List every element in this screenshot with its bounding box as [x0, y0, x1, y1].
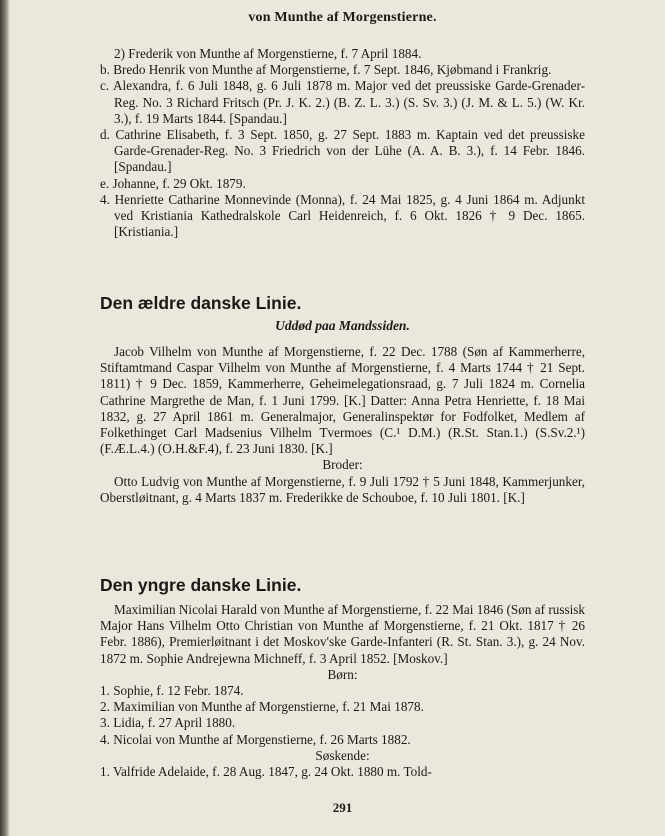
entry-johanne: e. Johanne, f. 29 Okt. 1879.: [100, 175, 246, 191]
entry-cathrine: d. Cathrine Elisabeth, f. 3 Sept. 1850, g. 27 Sept. 1883 m. Kaptain ved det preussiske Garde-Grenader-Reg. No. 3 Friedrich von der Lühe (A. A. B. 3.), f. 14 Febr. 1846. [Spandau.]: [100, 127, 585, 175]
section-subheading-elder: Uddød paa Mandssiden.: [275, 318, 410, 333]
brother-label: Broder:: [322, 457, 363, 473]
book-page: [100, 0, 585, 836]
page-number: 291: [332, 800, 353, 815]
elder-main-paragraph: Jacob Vilhelm von Munthe af Morgenstierne, f. 22 Dec. 1788 (Søn af Kammerherre, Stiftamtmand Caspar Vilhelm von Munthe af Morgenstierne, f. 4 Marts 1744 † 21 Sept. 1811) † 9 Dec. 1859, Kammerherre, Geheimelegationsraad, g. 7 Juli 1824 m. Cornelia Cathrine Margrethe de Man, f. 1 Juni 1799. [K.] Datter: Anna Petra Henriette, f. 18 Mai 1832, g. 27 April 1861 m. Generalmajor, Generalinspektør for Fodfolket, Medlem af Folkethinget Carl Madsenius Vilhelm Tvermoes (C.¹ D.M.) (R.St. Stan.1.) (S.Sv.2.¹) (F.Æ.L.4.) (O.H.&F.4), f. 23 Juni 1830. [K.]: [100, 344, 585, 457]
page-edge-shadow: [0, 0, 10, 836]
section-heading-elder: Den ældre danske Linie.: [100, 293, 302, 313]
siblings-label: Søskende:: [315, 747, 370, 763]
entry-frederik: 2) Frederik von Munthe af Morgenstierne, f. 7 April 1884.: [114, 46, 422, 61]
younger-main-paragraph: Maximilian Nicolai Harald von Munthe af Morgenstierne, f. 22 Mai 1846 (Søn af russisk Major Hans Vilhelm Otto Christian von Munthe af Morgenstierne, f. 21 Okt. 1817 † 26 Febr. 1886), Premierløitnant i det Moskov'ske Garde-Infanteri (R. St. Stan. 3.), g. 24 Nov. 1872 m. Sophie Andrejewna Michneff, f. 3 April 1852. [Moskov.]: [100, 602, 585, 666]
child-nicolai: 4. Nicolai von Munthe af Morgenstierne, f. 26 Marts 1882.: [100, 731, 411, 747]
entry-henriette: 4. Henriette Catharine Monnevinde (Monna), f. 24 Mai 1825, g. 4 Juni 1864 m. Adjunkt ved Kristiania Kathedralskole Carl Heidenreich, f. 6 Okt. 1826 † 9 Dec. 1865. [Kristiania.]: [100, 191, 585, 240]
child-maximilian: 2. Maximilian von Munthe af Morgenstierne, f. 21 Mai 1878.: [100, 699, 424, 715]
children-label: Børn:: [327, 666, 358, 682]
sibling-valfride: 1. Valfride Adelaide, f. 28 Aug. 1847, g. 24 Okt. 1880 m. Told-: [100, 764, 432, 780]
entry-alexandra: c. Alexandra, f. 6 Juli 1848, g. 6 Juli 1878 m. Major ved det preussiske Garde-Grenader-Reg. No. 3 Richard Fritsch (Pr. J. K. 2.) (B. Z. L. 3.) (S. Sv. 3.) (J. M. & L. 5.) (W. Kr. 3.), f. 19 Marts 1844. [Spandau.]: [100, 78, 585, 126]
brother-paragraph: Otto Ludvig von Munthe af Morgenstierne, f. 9 Juli 1792 † 5 Juni 1848, Kammerjunker, Oberstløitnant, g. 4 Marts 1837 m. Frederikke de Schouboe, f. 10 Juli 1801. [K.]: [100, 473, 585, 505]
child-lidia: 3. Lidia, f. 27 April 1880.: [100, 715, 236, 731]
section-heading-younger: Den yngre danske Linie.: [100, 575, 302, 595]
child-sophie: 1. Sophie, f. 12 Febr. 1874.: [100, 683, 244, 699]
entry-bredo: b. Bredo Henrik von Munthe af Morgenstierne, f. 7 Sept. 1846, Kjøbmand i Frankrig.: [100, 62, 552, 78]
family-entries: [100, 46, 585, 240]
younger-line-text: [100, 602, 585, 780]
elder-line-text: [100, 344, 585, 506]
running-head: von Munthe af Morgenstierne.: [248, 10, 437, 25]
